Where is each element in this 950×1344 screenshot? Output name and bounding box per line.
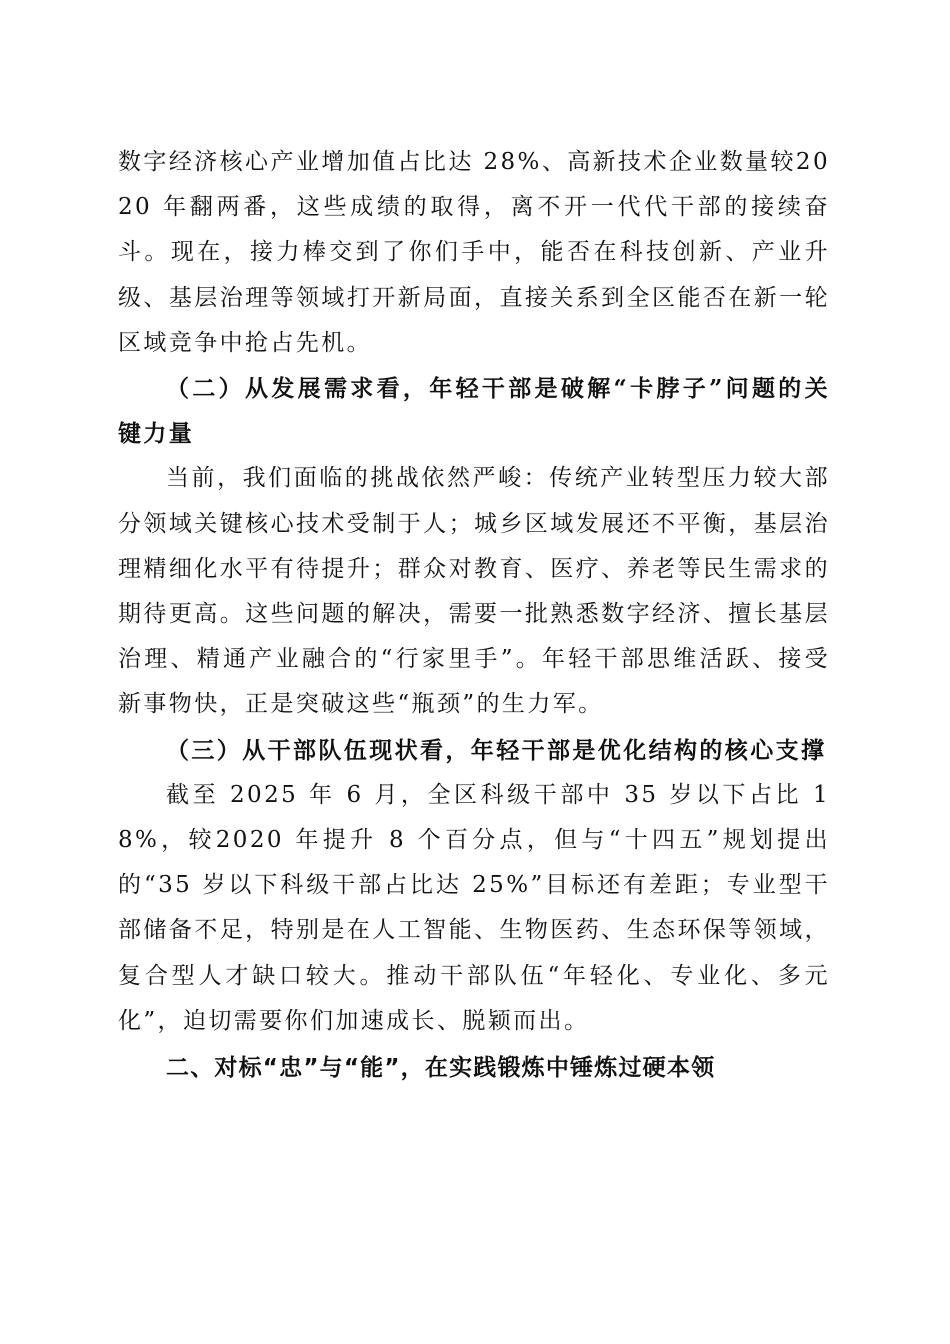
body-paragraph-challenges: 当前，我们面临的挑战依然严峻：传统产业转型压力较大部分领域关键核心技术受制于人；城乡区域发展还不平衡，基层治理精细化水平有待提升；群众对教育、医疗、养老等民生需求的期待更高。这些问题的解决，需要一批熟悉数字经济、擅长基层治理、精通产业融合的“行家里手”。年轻干部思维活跃、接受新事物快，正是突破这些“瓶颈”的生力军。	[118, 465, 830, 718]
subheading-cadre-status: （三）从干部队伍现状看，年轻干部是优化结构的核心支撑	[166, 736, 827, 764]
document-page	[118, 140, 830, 1091]
subheading-development-needs: （二）从发展需求看，年轻干部是破解“卡脖子”问题的关键力量	[118, 375, 830, 448]
section-heading-two: 二、对标“忠”与“能”，在实践锻炼中锤炼过硬本领	[166, 1055, 716, 1082]
body-paragraph-cadre-statistics: 截至 2025 年 6 月，全区科级干部中 35 岁以下占比 18%，较2020 年提升 8 个百分点，但与“十四五”规划提出的“35 岁以下科级干部占比达 25%”目标还有差距；专业型干部储备不足，特别是在人工智能、生物医药、生态环保等领域，复合型人才缺口较大。推动干部队伍“年轻化、专业化、多元化”，迫切需要你们加速成长、脱颖而出。	[118, 781, 830, 1034]
body-paragraph-achievements: 数字经济核心产业增加值占比达 28%、高新技术企业数量较2020 年翻两番，这些成绩的取得，离不开一代代干部的接续奋斗。现在，接力棒交到了你们手中，能否在科技创新、产业升级、基层治理等领域打开新局面，直接关系到全区能否在新一轮区域竞争中抢占先机。	[118, 149, 830, 356]
